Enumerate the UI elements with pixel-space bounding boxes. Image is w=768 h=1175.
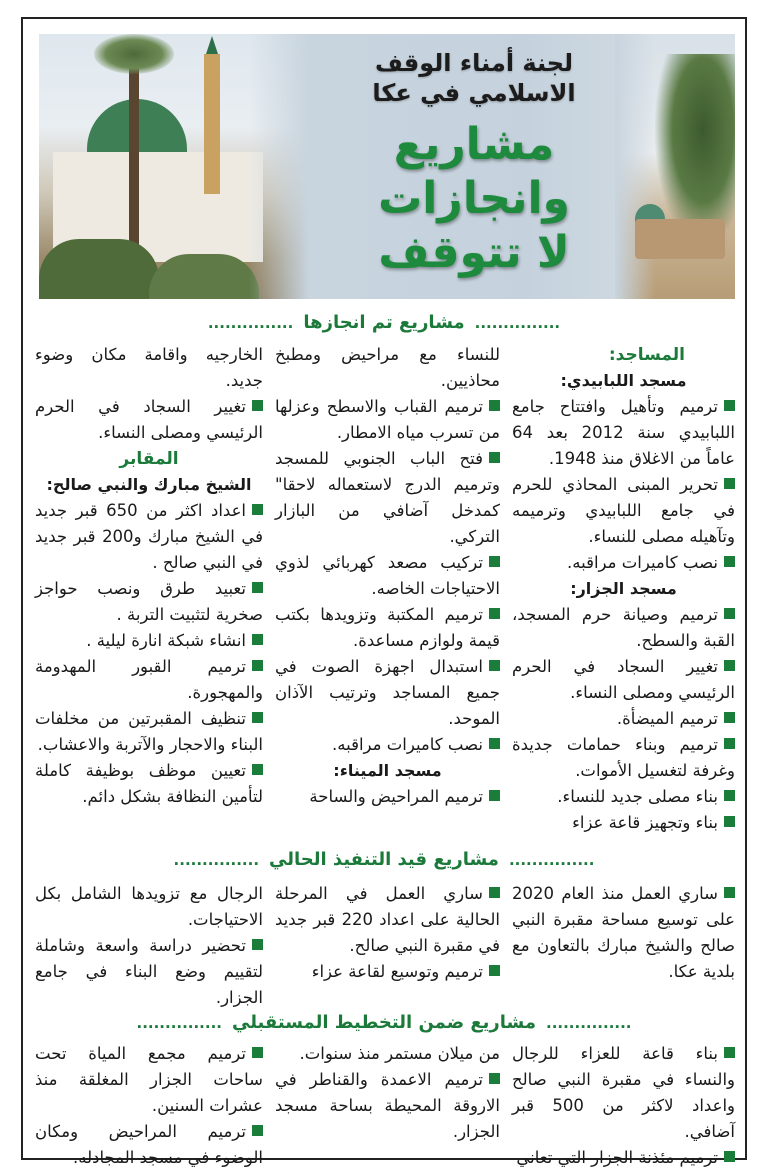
continued-text: من ميلان مستمر منذ سنوات. <box>299 1044 500 1063</box>
section-body-in-progress <box>29 881 741 1011</box>
bullet-square-icon <box>252 634 263 645</box>
bullet-square-icon <box>252 660 263 671</box>
list-item: ترميم وصيانة حرم المسجد، القبة والسطح. <box>512 605 735 650</box>
bullet-square-icon <box>724 738 735 749</box>
column-1 <box>506 881 741 1011</box>
title-line-1: مشاريع <box>393 119 555 170</box>
list-item: تغيير السجاد في الحرم الرئيسي ومصلى النساء. <box>35 397 263 442</box>
bullet-square-icon <box>252 764 263 775</box>
bullet-square-icon <box>724 712 735 723</box>
bullet-square-icon <box>489 608 500 619</box>
bullet-square-icon <box>252 939 263 950</box>
heading-mosques: المساجد: <box>608 345 685 365</box>
continued-text: الرجال مع تزويدها الشامل بكل الاحتياجات. <box>35 884 263 929</box>
list-item: ساري العمل في المرحلة الحالية على اعداد 220 قبر جديد في مقبرة النبي صالح. <box>275 884 500 955</box>
list-item: بناء قاعة للعزاء للرجال والنساء في مقبرة النبي صالح واعداد لاكثر من 500 قبر آضافي. <box>512 1044 735 1141</box>
list-item: انشاء شبكة انارة ليلية . <box>35 628 263 654</box>
bullet-square-icon <box>252 712 263 723</box>
column-1 <box>506 1041 741 1171</box>
bullet-square-icon <box>724 608 735 619</box>
bullet-square-icon <box>724 1151 735 1162</box>
list-item: بناء مصلى جديد للنساء. <box>512 784 735 810</box>
bullet-square-icon <box>252 1125 263 1136</box>
list-item: استبدال اجهزة الصوت في جميع المساجد وترتيب الآذان الموحد. <box>275 657 500 728</box>
bullet-square-icon <box>489 790 500 801</box>
section-heading-in-progress <box>23 849 745 871</box>
bullet-square-icon <box>724 790 735 801</box>
list-item: تنظيف المقبرتين من مخلفات البناء والاحجار والآتربة والاعشاب. <box>35 709 263 754</box>
subheading-cemeteries: الشيخ مبارك والنبي صالح: <box>46 475 252 494</box>
org-line-2: الاسلامي في عكا <box>372 79 576 107</box>
hero-banner <box>39 34 735 299</box>
list-item: تعبيد طرق ونصب حواجز صخرية لتثبيت التربة . <box>35 579 263 624</box>
heading-cemeteries: المقابر <box>119 449 179 469</box>
garden-bush <box>149 254 259 299</box>
bullet-square-icon <box>489 1073 500 1084</box>
hero-text <box>329 34 619 299</box>
list-item: فتح الباب الجنوبي للمسجد وترميم الدرج لاستعماله لاحقا" كمدخل آضافي من البازار التركي. <box>275 449 500 546</box>
palm-leaves <box>94 34 174 74</box>
title-line-2: وانجازات <box>378 173 570 224</box>
section-heading-completed <box>23 312 745 334</box>
poster-frame <box>21 17 747 1167</box>
main-title <box>329 118 619 280</box>
bullet-square-icon <box>489 965 500 976</box>
list-item: اعداد اكثر من 650 قبر جديد في الشيخ مبارك و200 قبر جديد في النبي صالح . <box>35 501 264 572</box>
bullet-square-icon <box>724 478 735 489</box>
minaret <box>204 54 220 194</box>
list-item: تعيين موظف بوظيفة كاملة لتأمين النظافة بشكل دائم. <box>35 761 263 806</box>
list-item: ترميم الميضأة. <box>512 706 735 732</box>
list-item: ساري العمل منذ العام 2020 على توسيع مساحة مقبرة النبي صالح والشيخ مبارك بالتعاون مع بلدية عكا. <box>512 884 735 981</box>
list-item: ترميم الاعمدة والقناطر في الاروقة المحيطة بساحة مسجد الجزار. <box>275 1070 500 1141</box>
list-item: ترميم وتوسيع لقاعة عزاء <box>275 959 500 985</box>
list-item: تحرير المبنى المحاذي للحرم في جامع اللبابيدي وترميمه وتآهيله مصلى للنساء. <box>512 475 735 546</box>
arcade <box>635 219 725 259</box>
dots: ............... <box>136 1014 222 1032</box>
title-line-3: لا تتوقف <box>378 227 570 278</box>
org-line-1: لجنة أمناء الوقف <box>374 49 574 77</box>
list-item: تحضير دراسة واسعة وشاملة لتقييم وضع البناء في جامع الجزار. <box>35 936 263 1007</box>
bullet-square-icon <box>489 452 500 463</box>
section-title: مشاريع تم انجازها <box>303 312 465 333</box>
subheading-mina: مسجد الميناء: <box>333 761 442 780</box>
subheading-jazzar: مسجد الجزار: <box>570 579 677 598</box>
bullet-square-icon <box>489 660 500 671</box>
section-body-completed <box>29 342 741 836</box>
continued-text: الخارجيه واقامة مكان وضوء جديد. <box>35 345 263 390</box>
mosque-photo-left <box>39 34 309 299</box>
bullet-square-icon <box>489 887 500 898</box>
bullet-square-icon <box>724 556 735 567</box>
dots: ............... <box>173 851 260 869</box>
list-item: ترميم القبور المهدومة والمهجورة. <box>35 657 263 702</box>
bullet-square-icon <box>489 738 500 749</box>
column-3 <box>29 1041 269 1171</box>
bullet-square-icon <box>252 504 263 515</box>
list-item: ترميم وبناء حمامات جديدة وغرفة لتغسيل الأموات. <box>512 735 735 780</box>
column-1 <box>506 342 741 836</box>
list-item: ترميم مجمع المياة تحت ساحات الجزار المغلقة منذ عشرات السنين. <box>35 1044 263 1115</box>
list-item: تركيب مصعد كهربائي لذوي الاحتياجات الخاصه. <box>275 553 500 598</box>
bullet-square-icon <box>489 556 500 567</box>
dots: ............... <box>207 314 294 332</box>
list-item: ترميم القباب والاسطح وعزلها من تسرب مياه الامطار. <box>275 397 500 442</box>
continued-text: للنساء مع مراحيض ومطبخ محاذيين. <box>275 345 500 390</box>
bullet-square-icon <box>724 1047 735 1058</box>
bullet-square-icon <box>724 400 735 411</box>
dots: ............... <box>546 1014 632 1032</box>
column-3 <box>29 342 269 836</box>
section-body-future <box>29 1041 741 1171</box>
list-item: بناء وتجهيز قاعة عزاء <box>512 810 735 836</box>
dots: ............... <box>508 851 595 869</box>
section-title: مشاريع ضمن التخطيط المستقبلي <box>231 1012 537 1033</box>
list-item: ترميم المكتبة وتزويدها بكتب قيمة ولوازم مساعدة. <box>275 605 500 650</box>
bullet-square-icon <box>724 887 735 898</box>
bullet-square-icon <box>252 582 263 593</box>
dots: ............... <box>474 314 561 332</box>
list-item: ترميم مئذنة الجزار التي تعاني <box>512 1145 735 1171</box>
list-item: ترميم وتأهيل وافتتاح جامع اللبابيدي سنة 2012 بعد 64 عاماً من الاغلاق منذ 1948. <box>512 397 736 468</box>
bullet-square-icon <box>724 660 735 671</box>
list-item: نصب كاميرات مراقبه. <box>512 550 735 576</box>
org-name <box>329 48 619 108</box>
subheading-lababidi: مسجد اللبابيدي: <box>560 371 687 390</box>
courtyard-photo-right <box>615 34 735 299</box>
list-item: ترميم المراحيض والساحة <box>275 784 500 810</box>
list-item: تغيير السجاد في الحرم الرئيسي ومصلى النساء. <box>512 657 735 702</box>
column-3 <box>29 881 269 1011</box>
bullet-square-icon <box>252 400 263 411</box>
garden-bush <box>39 239 159 299</box>
column-2 <box>269 881 506 1011</box>
tree <box>655 54 735 244</box>
bullet-square-icon <box>489 400 500 411</box>
section-title: مشاريع قيد التنفيذ الحالي <box>269 849 499 870</box>
column-2 <box>269 342 506 836</box>
bullet-square-icon <box>724 816 735 827</box>
bullet-square-icon <box>252 1047 263 1058</box>
list-item: نصب كاميرات مراقبه. <box>275 732 500 758</box>
section-heading-future <box>23 1012 745 1034</box>
column-2 <box>269 1041 506 1171</box>
list-item: ترميم المراحيض ومكان الوضوء في مسجد المجادله. <box>35 1122 263 1167</box>
